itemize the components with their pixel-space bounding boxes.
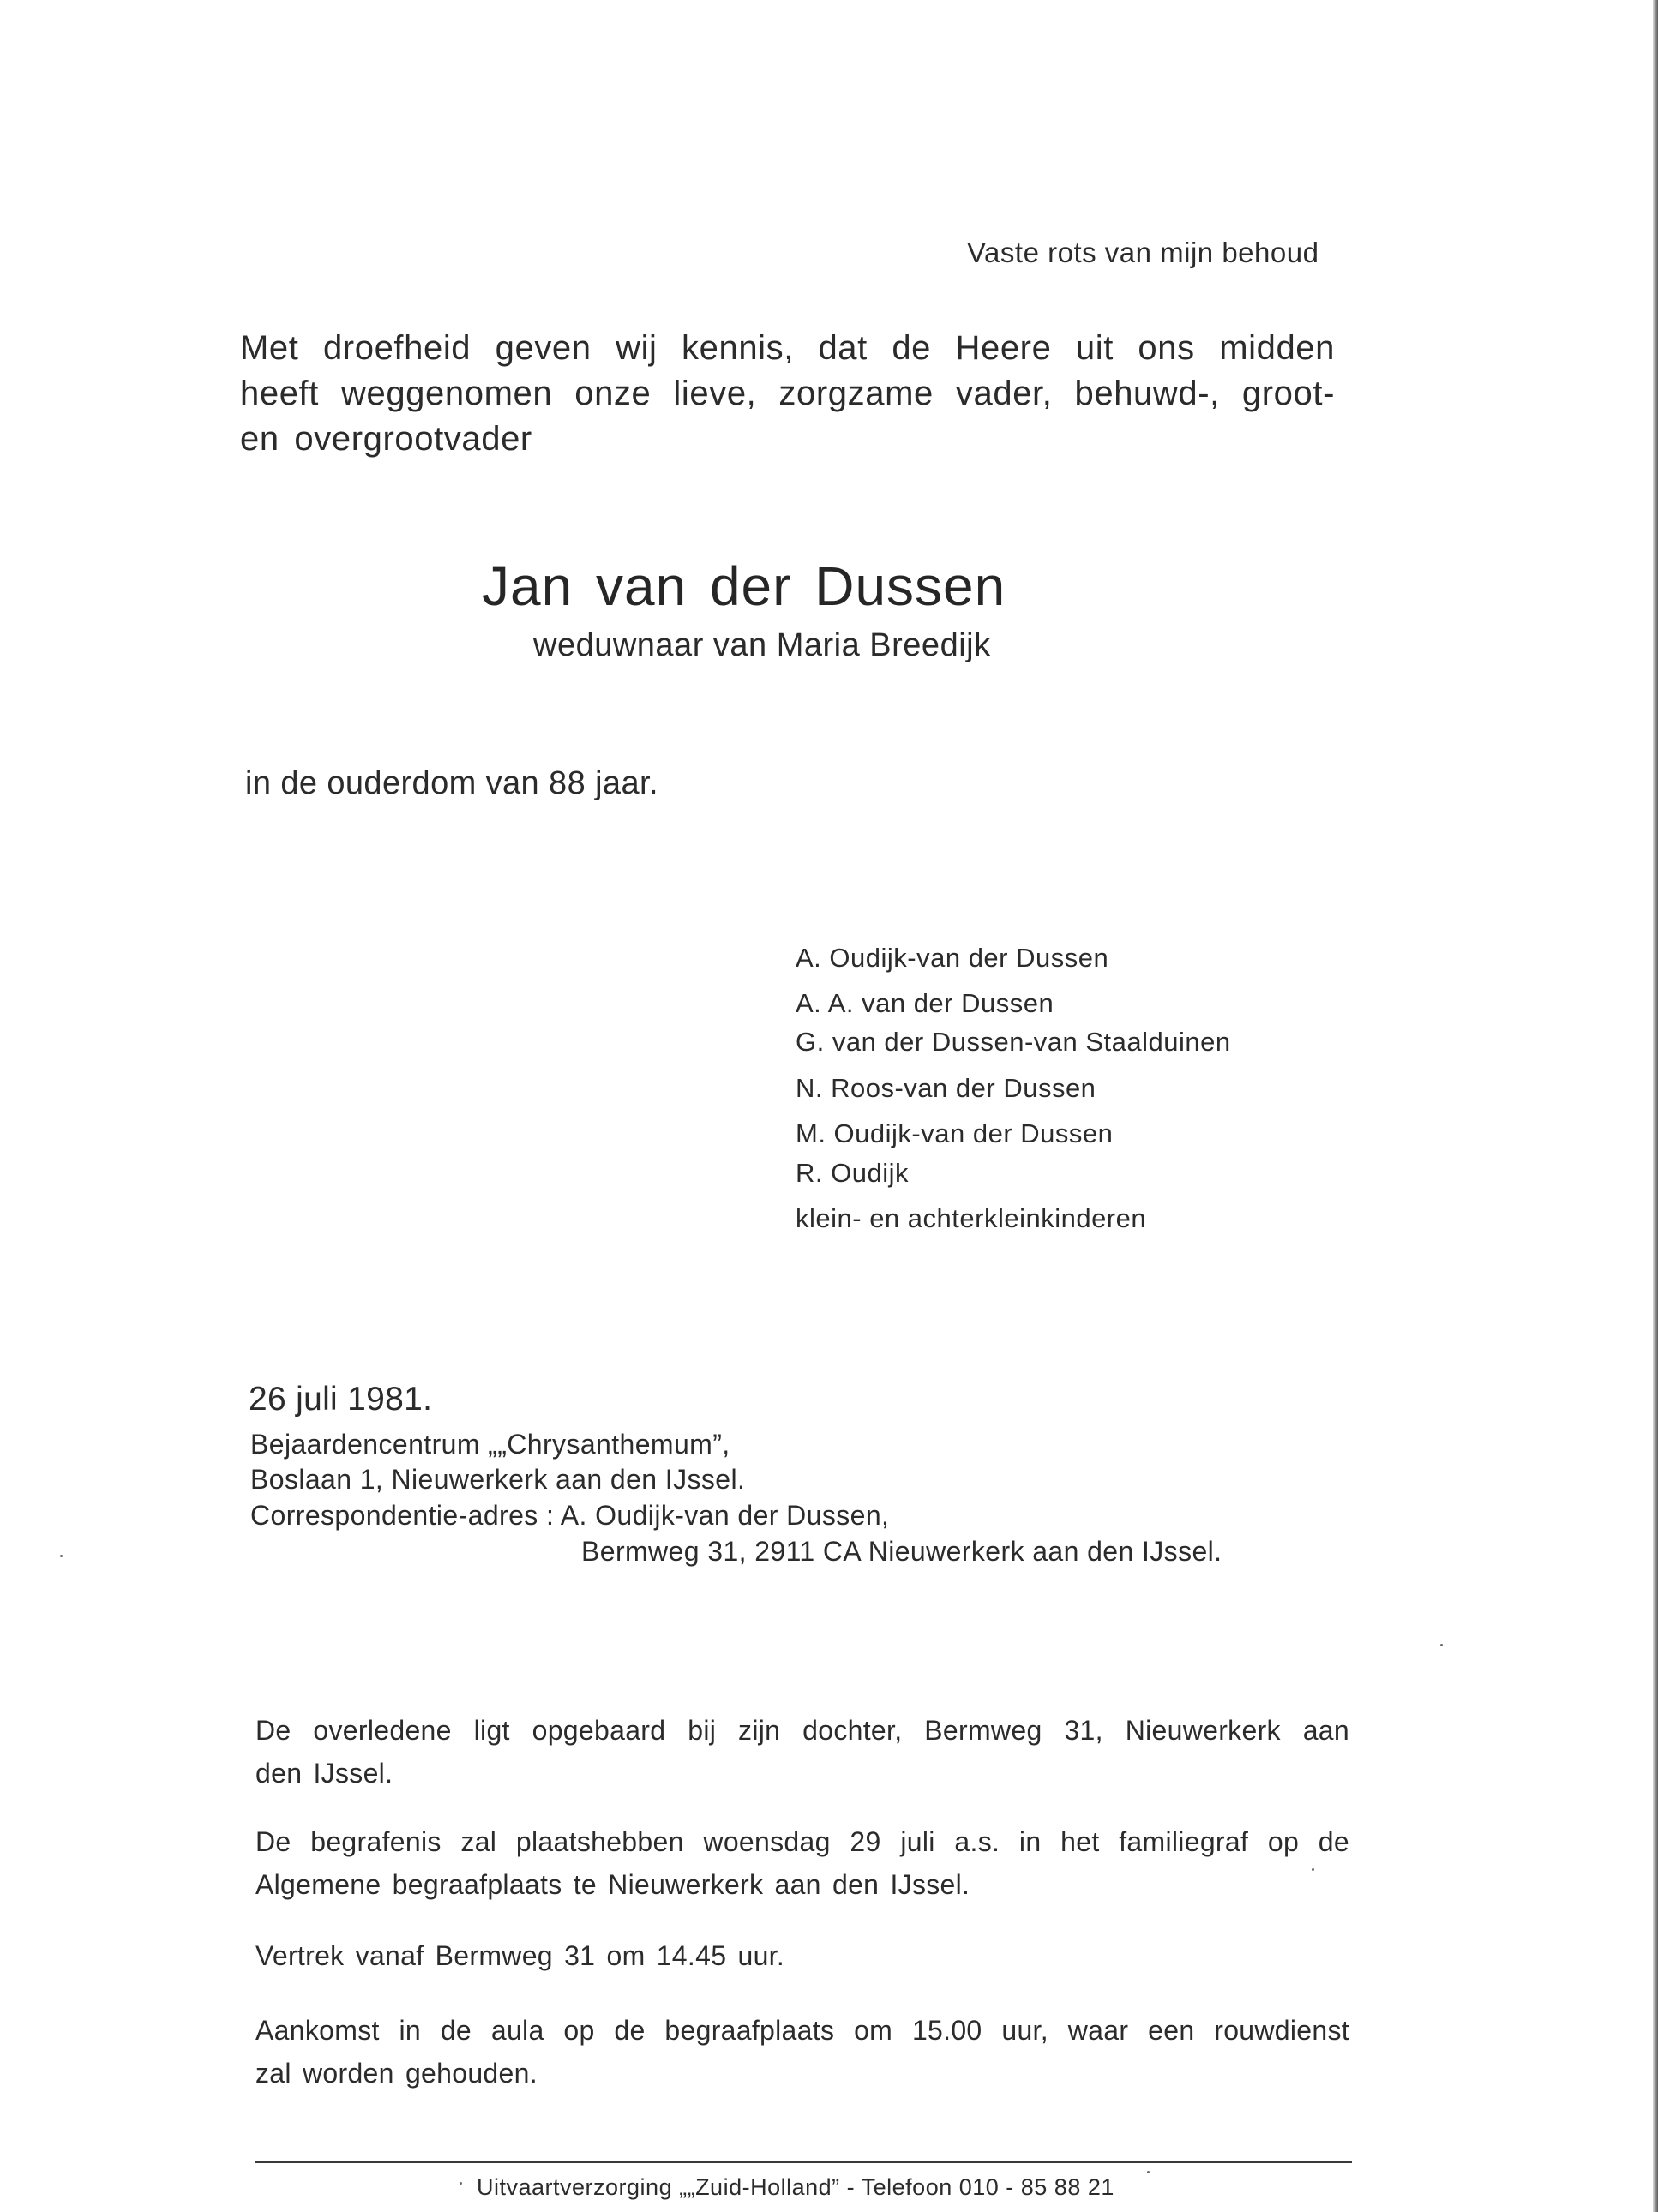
notice-line: De begrafenis zal plaatshebben woensdag 29 juli a.s. in het familiegraf op de xyxy=(255,1826,1349,1857)
scan-speck xyxy=(60,1555,63,1557)
funeral-director-footer: Uitvaartverzorging „„Zuid-Holland” - Telefoon 010 - 85 88 21 xyxy=(477,2174,1114,2200)
notice-line: Aankomst in de aula op de begraafplaats om 15.00 uur, waar een rouwdienst xyxy=(255,2015,1349,2046)
deceased-name: Jan van der Dussen xyxy=(482,555,1006,617)
intro-line: Met droefheid geven wij kennis, dat de Heere uit ons midden xyxy=(240,329,1335,367)
scan-page-edge xyxy=(1653,0,1658,2212)
address-line: Bejaardencentrum „„Chrysanthemum”, xyxy=(250,1429,730,1460)
intro-line: en overgrootvader xyxy=(240,420,532,458)
announcement-intro xyxy=(240,326,1335,462)
notice-funeral xyxy=(255,1820,1349,1906)
address-line: Correspondentie-adres : A. Oudijk-van der Dussen, xyxy=(250,1500,890,1531)
notice-line: Algemene begraafplaats te Nieuwerkerk aan den IJssel. xyxy=(255,1869,970,1900)
family-member: G. van der Dussen-van Staalduinen xyxy=(796,1027,1231,1057)
family-member: A. A. van der Dussen xyxy=(796,988,1054,1018)
widower-line: weduwnaar van Maria Breedijk xyxy=(533,627,991,663)
scan-speck xyxy=(1440,1644,1443,1646)
family-member: A. Oudijk-van der Dussen xyxy=(796,943,1109,973)
notice-arrival xyxy=(255,2009,1349,2095)
family-member: M. Oudijk-van der Dussen xyxy=(796,1118,1114,1148)
address-line: Boslaan 1, Nieuwerkerk aan den IJssel. xyxy=(250,1464,746,1495)
address-line: Bermweg 31, 2911 CA Nieuwerkerk aan den IJssel. xyxy=(581,1536,1222,1567)
notice-line: De overledene ligt opgebaard bij zijn dochter, Bermweg 31, Nieuwerkerk aan xyxy=(255,1715,1349,1746)
family-member: R. Oudijk xyxy=(796,1158,909,1188)
date-line: 26 juli 1981. xyxy=(249,1381,433,1418)
age-line: in de ouderdom van 88 jaar. xyxy=(245,765,658,801)
family-member: klein- en achterkleinkinderen xyxy=(796,1203,1147,1233)
notice-line: den IJssel. xyxy=(255,1758,393,1789)
notice-laid-out xyxy=(255,1709,1349,1795)
motto-text: Vaste rots van mijn behoud xyxy=(967,237,1319,268)
intro-line: heeft weggenomen onze lieve, zorgzame vader, behuwd-, groot- xyxy=(240,375,1335,412)
notice-line: Vertrek vanaf Bermweg 31 om 14.45 uur. xyxy=(255,1940,785,1971)
family-member: N. Roos-van der Dussen xyxy=(796,1073,1096,1103)
notice-line: zal worden gehouden. xyxy=(255,2058,538,2089)
footer-divider xyxy=(255,2161,1352,2163)
scan-speck xyxy=(1312,1868,1314,1871)
notice-departure xyxy=(255,1934,1349,1977)
scan-speck xyxy=(1147,2171,1150,2173)
scan-speck xyxy=(460,2182,462,2185)
